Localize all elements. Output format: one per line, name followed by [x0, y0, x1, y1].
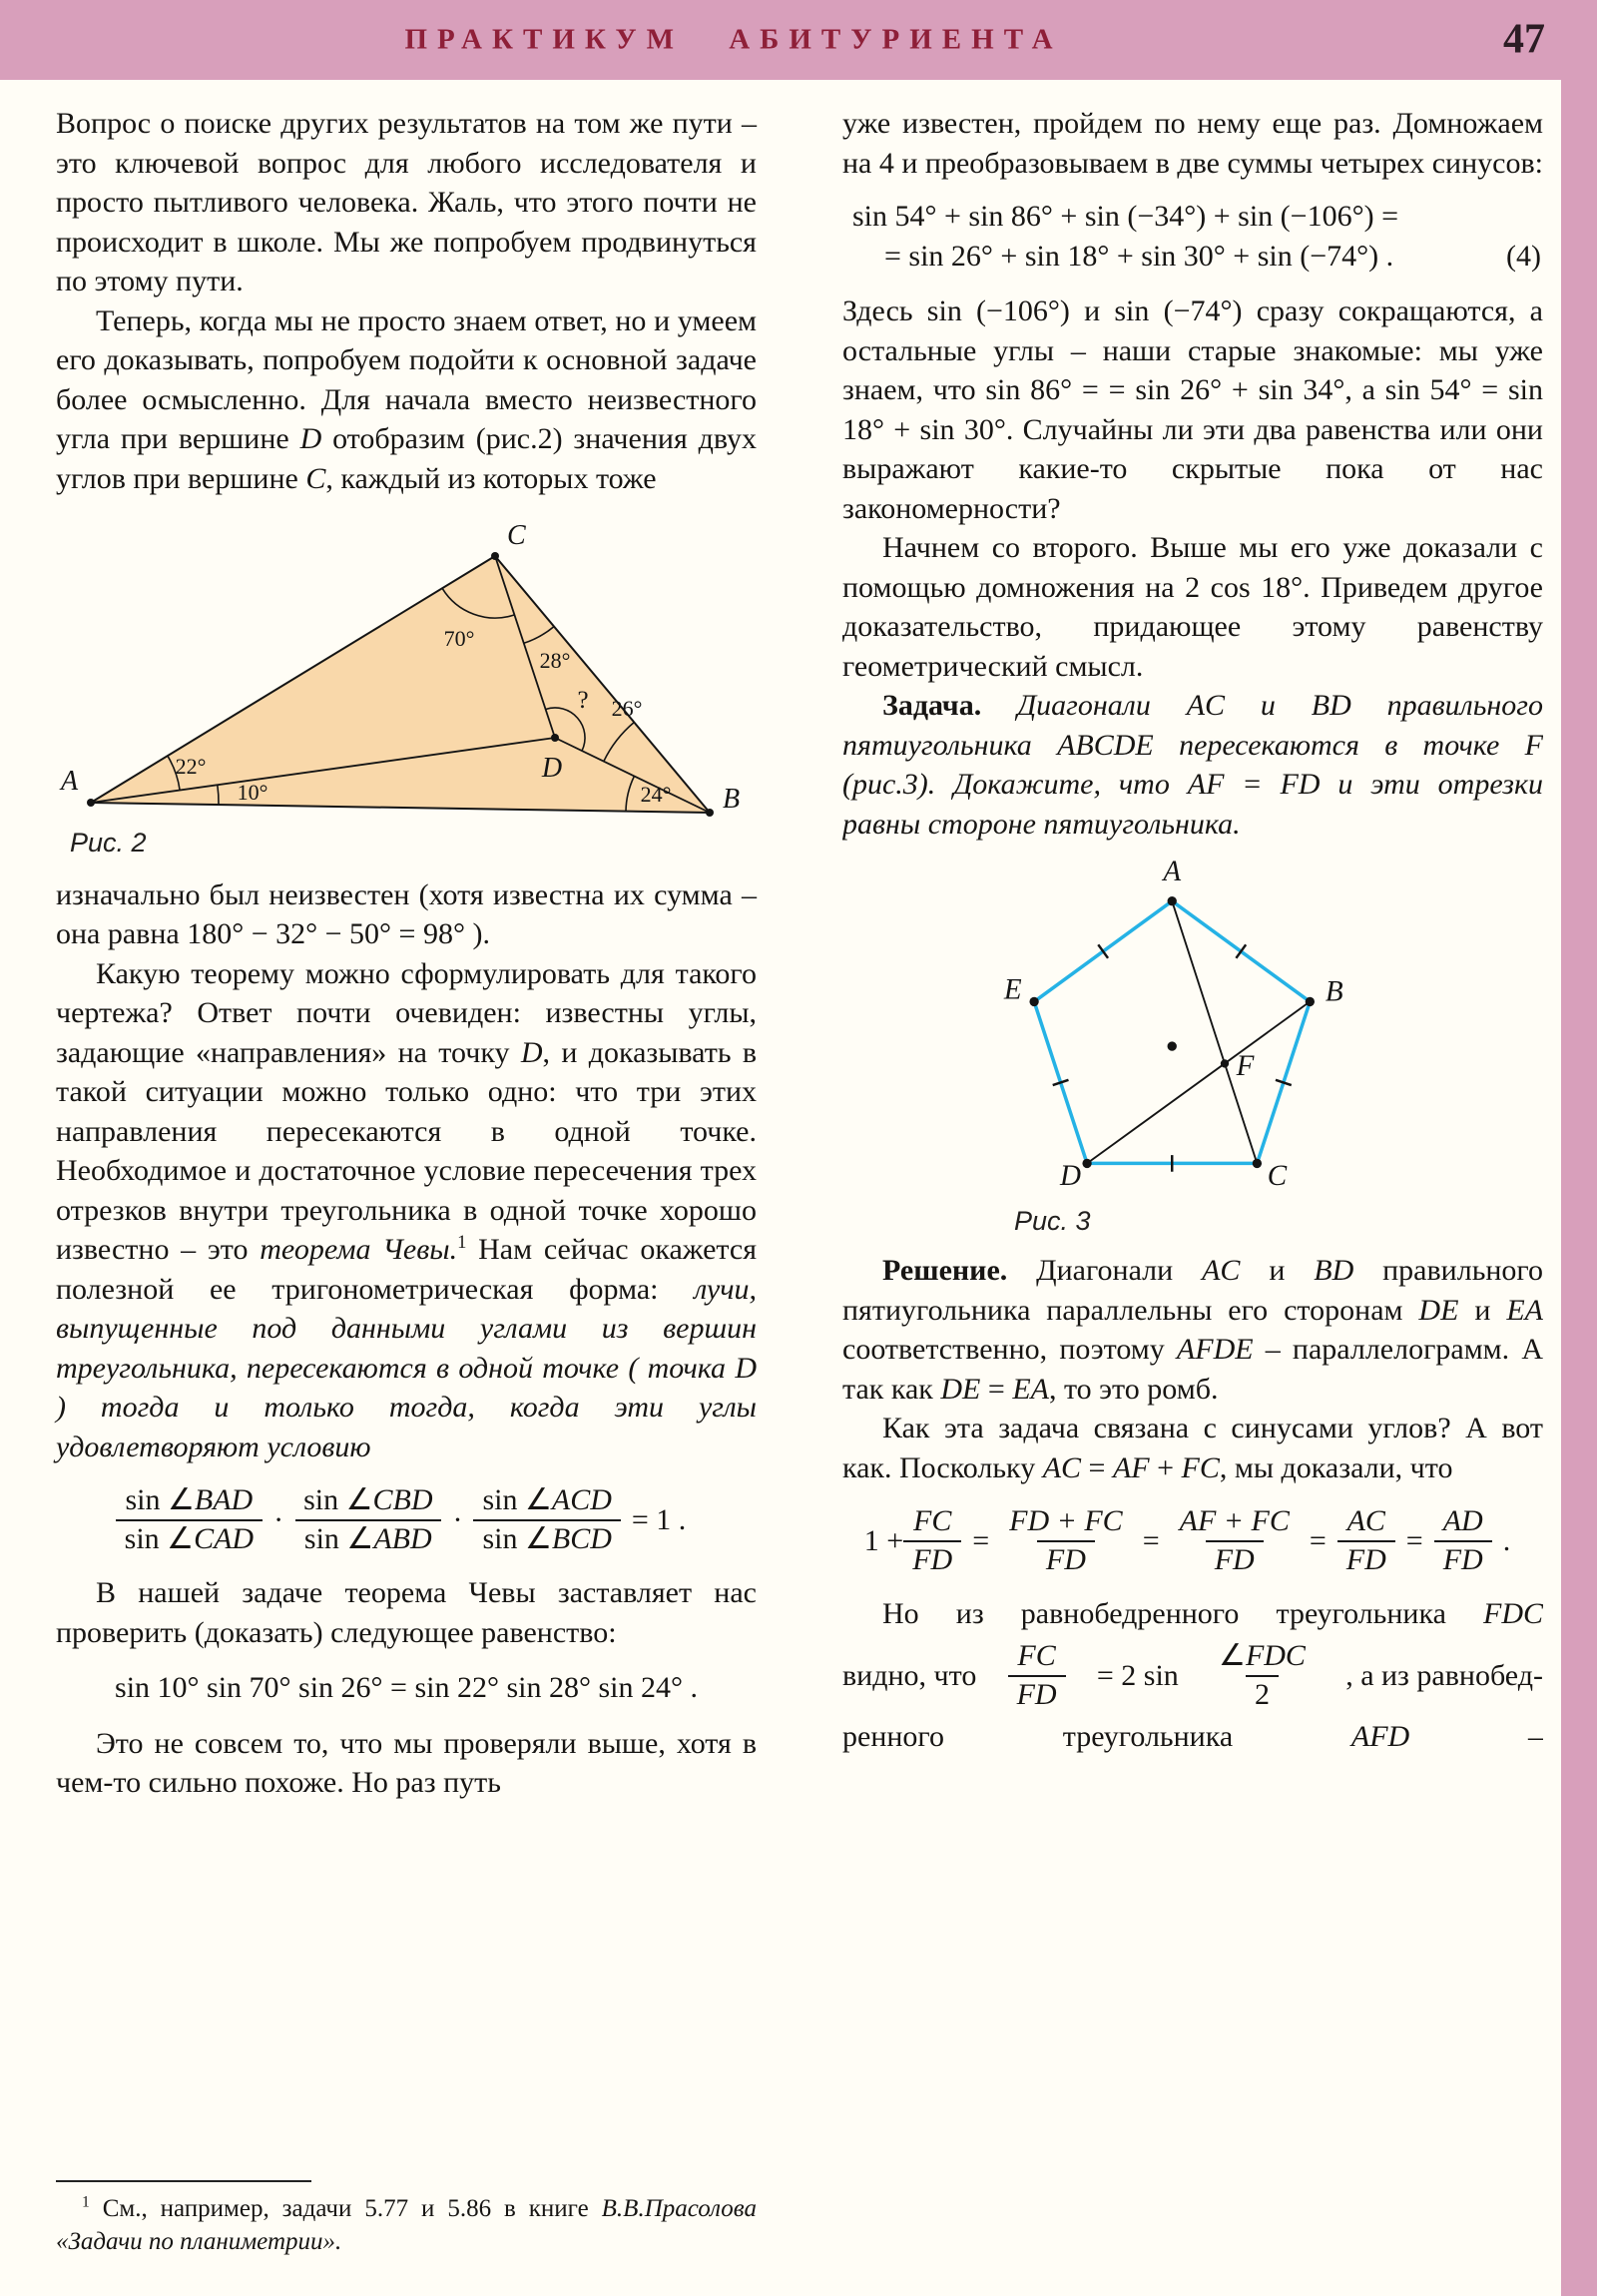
- paragraph: изначально был неизвестен (хотя известна их сумма – она равна 180° − 32° − 50° = 98° ).: [56, 877, 757, 950]
- ceva-formula: [56, 1482, 757, 1557]
- last-line: ренного треугольника AFD –: [842, 1720, 1543, 1754]
- paragraph: Но из равнобедренного треугольника FDC: [882, 1597, 1543, 1631]
- angle-26-label: 26°: [611, 696, 643, 721]
- vertex-label-b: B: [1325, 975, 1343, 1008]
- fraction: $\frac{AC}{FD}$: [1337, 1503, 1395, 1578]
- triangle-diagram: [56, 510, 755, 822]
- point-f-dot: [1221, 1059, 1229, 1067]
- footnote: [56, 2176, 757, 2258]
- vertex-label-d: D: [1059, 1160, 1081, 1193]
- dot-operator: ·: [452, 1502, 463, 1536]
- paragraph: Какую теорему можно сформулировать для такого чертежа? Ответ почти очевиден: известны углы, задающие «направления» на точку D, и доказывать в такой ситуации можно только одно: что три этих направления пересекаются в одной точке. Необходимое и достаточное условие пересечения трех отрезков внутри треугольника в одной точке хорошо известно – это теорема Чевы.$^1$ Нам сейчас окажется полезной ее тригонометрическая форма: лучи, выпущенные под данными углами из вершин треугольника, пересекаются в одной точке ( точка D ) тогда и только тогда, когда эти углы удовлетворяют условию: [56, 956, 758, 1463]
- vertex-label-a: A: [61, 766, 79, 797]
- fraction: $\frac{AD}{FD}$: [1434, 1503, 1492, 1578]
- footnote-rule: [56, 2180, 311, 2182]
- fraction: $\frac{FD + FC}{FD}$: [1000, 1503, 1132, 1578]
- pentagon-diagram: [923, 856, 1462, 1200]
- equation-4-line2: = sin 26° + sin 18° + sin 30° + sin (−74°) . (4): [842, 237, 1543, 277]
- fraction-chain-equation: 1 + $\frac{FC}{FD}$ = $\frac{FD + FC}{FD}$ = $\frac{AF + FC}{FD}$ = $\frac{AC}{FD}$ = $\frac{AD}{FD}$ .: [842, 1503, 1543, 1578]
- paragraph: Начнем со второго. Выше мы его уже доказали с помощью домножения на 2 cos 18°. Приведем другое доказательство, придающее этому равенству геометрический смысл.: [842, 531, 1543, 683]
- fraction: $\frac{\text{sin ∠ACD}}{\text{sin ∠BCD}}$: [473, 1482, 620, 1557]
- fraction: $\frac{\text{sin ∠CBD}}{\text{sin ∠ABD}}$: [294, 1482, 441, 1557]
- vertex-label-c: C: [1267, 1160, 1288, 1193]
- paragraph: Как эта задача связана с синусами углов? А вот как. Поскольку AC = AF + FC, мы доказали, что: [842, 1412, 1543, 1484]
- left-column: [56, 104, 757, 2258]
- fraction: $\frac{\text{∠FDC}}{2}$: [1210, 1638, 1315, 1713]
- figure-pentagon: [842, 856, 1543, 1241]
- page-title: ПРАКТИКУМ АБИТУРИЕНТА: [404, 23, 1063, 56]
- fraction: $\frac{FC}{FD}$: [1008, 1638, 1066, 1713]
- fraction: $\frac{AF + FC}{FD}$: [1171, 1503, 1299, 1578]
- fraction: $\frac{\text{sin ∠BAD}}{\text{sin ∠CAD}}$: [116, 1482, 263, 1557]
- problem-statement: Задача. Диагонали AC и BD правильного пятиугольника ABCDE пересекаются в точке F (рис.3). Докажите, что AF = FD и эти отрезки равны стороне пятиугольника.: [842, 689, 1543, 841]
- paragraph: Это не совсем то, что мы проверяли выше, хотя в чем-то сильно похоже. Но раз путь: [56, 1726, 757, 1800]
- sin-identity-formula: sin 10° sin 70° sin 26° = sin 22° sin 28° sin 24° .: [115, 1671, 698, 1705]
- unknown-angle-label: ?: [577, 687, 589, 714]
- vertex-label-d: D: [541, 753, 563, 784]
- right-column: [842, 104, 1543, 2296]
- paragraph: Теперь, когда мы не просто знаем ответ, но и умеем его доказывать, попробуем подойти к основной задаче более осмысленно. Для начала вместо неизвестного угла при вершине D отобразим (рис.2) значения двух углов при вершине C, каждый из которых тоже: [56, 303, 758, 495]
- figure-triangle: [56, 510, 757, 873]
- header-band: [0, 0, 1597, 80]
- inline-fraction-line: видно, что $\frac{FC}{FD}$ = 2 sin $\frac{\text{∠FDC}}{2}$ , а из равнобед-: [842, 1638, 1543, 1713]
- figure-caption: Рис. 2: [70, 828, 147, 858]
- vertex-label-a: A: [1163, 856, 1182, 887]
- footnote-text: $^1$ См., например, задачи 5.77 и 5.86 в книге В.В.Прасолова «Задачи по планиметрии».: [56, 2193, 757, 2255]
- paragraph: В нашей задаче теорема Чевы заставляет нас проверить (доказать) следующее равенство:: [56, 1576, 757, 1649]
- vertex-label-f: F: [1236, 1050, 1255, 1083]
- fraction: $\frac{FC}{FD}$: [903, 1503, 961, 1578]
- edge-ticks: [1053, 944, 1292, 1171]
- center-dot: [1168, 1041, 1177, 1050]
- side-strip: [1561, 0, 1597, 2296]
- page-number: 47: [1503, 16, 1545, 63]
- vertex-dots: [1029, 896, 1315, 1168]
- figure-caption: Рис. 3: [1014, 1205, 1091, 1236]
- equation-4-line1: sin 54° + sin 86° + sin (−34°) + sin (−106°) =: [852, 200, 1399, 233]
- vertex-label-e: E: [1003, 973, 1022, 1006]
- equation-4: [842, 197, 1543, 276]
- angle-22-label: 22°: [175, 754, 207, 779]
- vertex-label-b: B: [723, 784, 741, 815]
- equals-one: = 1 .: [631, 1502, 687, 1536]
- angle-70-label: 70°: [443, 626, 475, 651]
- vertex-label-c: C: [507, 520, 526, 551]
- angle-24-label: 24°: [640, 782, 672, 807]
- solution-paragraph: Решение. Диагонали AC и BD правильного пятиугольника параллельны его сторонам DE и EA соответственно, поэтому AFDE – параллелограмм. А так как DE = EA, то это ромб.: [842, 1254, 1543, 1406]
- dot-operator: ·: [273, 1502, 284, 1536]
- paragraph: Вопрос о поиске других результатов на том же пути – это ключевой вопрос для любого исследователя и просто пытливого человека. Жаль, что этого почти не происходит в школе. Мы же попробуем продвинуться по этому пути.: [56, 107, 757, 297]
- angle-10-label: 10°: [237, 780, 268, 805]
- paragraph: уже известен, пройдем по нему еще раз. Домножаем на 4 и преобразовываем в две суммы четырех синусов:: [842, 107, 1543, 180]
- angle-28-label: 28°: [539, 648, 571, 673]
- equation-number: (4): [1506, 239, 1541, 273]
- paragraph: Здесь sin (−106°) и sin (−74°) сразу сокращаются, а остальные углы – наши старые знакомые: мы уже знаем, что sin 86° = = sin 26° + sin 34°, а sin 54° = sin 18° + sin 30°. Случайны ли эти два равенства или они выражают какие-то скрытые пока от нас закономерности?: [842, 294, 1543, 525]
